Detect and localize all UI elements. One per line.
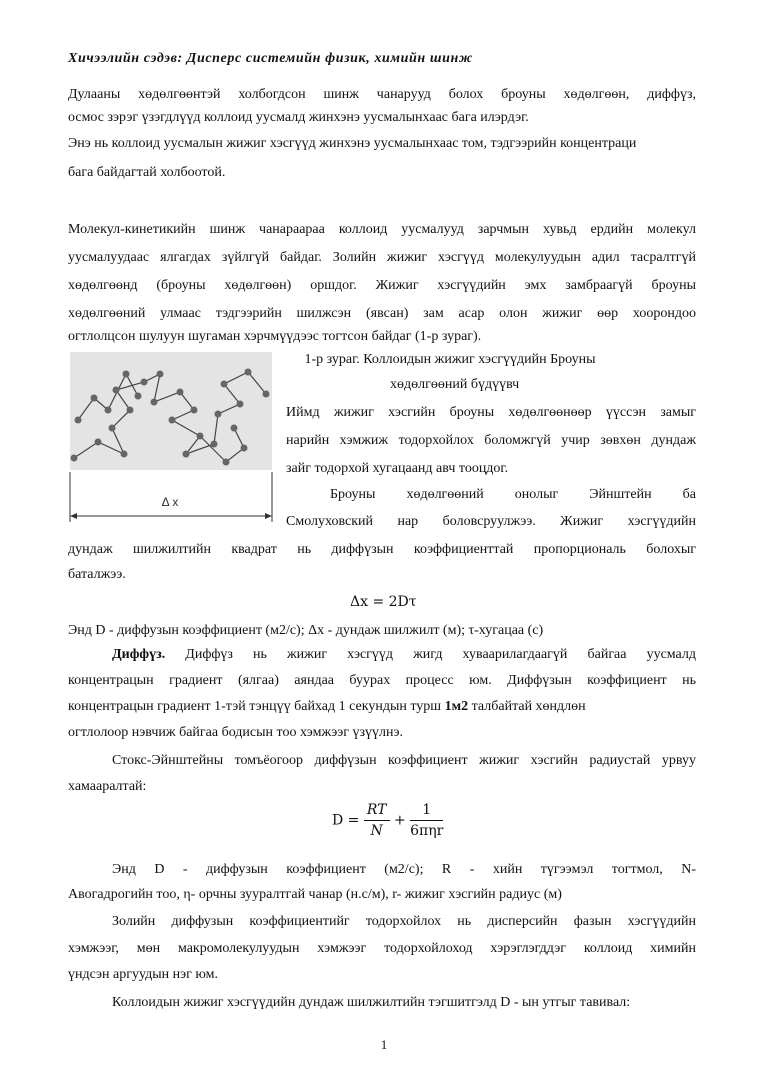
diffusion-line-3a: концентрацын градиент 1-тэй тэнцүү байхад 1 секундын турш bbox=[68, 699, 442, 714]
lesson-title: Хичээлийн сэдэв: Дисперс системийн физик, химийн шинж bbox=[68, 51, 473, 66]
right-text-line-5: Смолуховский нар боловсруулжээ. Жижиг хэсгүүдийн bbox=[286, 514, 696, 529]
page-number: 1 bbox=[380, 1037, 388, 1052]
figure-background bbox=[70, 352, 272, 470]
right-text-line-3: зайг тодорхой хугацаанд авч тооцдог. bbox=[286, 461, 509, 476]
paragraph-2-line-4: хөдөлгөөний улмаас тэдгээрийн шилжсэн (явсан) зам асар олон жижиг өөр хоорондоо bbox=[68, 306, 696, 321]
paragraph-1-line-1: Дулааны хөдөлгөөнтэй холбогдсон шинж чанарууд болох броуны хөдөлгөөн, диффүз, bbox=[68, 87, 696, 102]
fraction-one-over-radius bbox=[410, 800, 443, 841]
fraction-rt-numerator: RT bbox=[364, 800, 390, 821]
paragraph-2-line-1: Молекул-кинетикийн шинж чанараараа коллоид уусмалууд зарчмын хувьд ердийн молекул bbox=[68, 222, 696, 237]
paragraph-3-line-2: баталжээ. bbox=[68, 567, 126, 582]
where-2-line-1: Энд D - диффузын коэффициент (м2/с); R - хийн түгээмэл тогтмол, N- bbox=[112, 862, 696, 877]
right-text-line-1: Иймд жижиг хэсгийн броуны хөдөлгөөнөөр үүссэн замыг bbox=[286, 405, 696, 420]
diffusion-line-1 bbox=[68, 640, 696, 669]
fraction-one-denominator: 6πηr bbox=[410, 823, 444, 839]
figure-caption-line-1: 1-р зураг. Коллоидын жижиг хэсгүүдийн Броуны bbox=[304, 352, 596, 367]
formula-stokes-einstein bbox=[332, 800, 443, 841]
figure-caption-line-2: хөдөлгөөний бүдүүвч bbox=[390, 377, 520, 392]
diffusion-term: Диффүз. bbox=[112, 647, 166, 662]
where-line-1: Энд D - диффузын коэффициент (м2/с); Δx - дундаж шилжилт (м); τ-хугацаа (с) bbox=[68, 623, 544, 638]
brownian-motion-figure bbox=[68, 350, 274, 530]
unit-area: 1м2 bbox=[444, 699, 469, 714]
paragraph-3-line-1: дундаж шилжилтийн квадрат нь диффүзын коэффициенттай пропорциональ болохыг bbox=[68, 542, 696, 557]
stokes-line-2: хамааралтай: bbox=[68, 779, 147, 794]
paragraph-2-line-3: хөдөлгөөнд (броуны хөдөлгөөн) оршдог. Жижиг хэсгүүдийн эмх замбраагүй броуны bbox=[68, 278, 696, 293]
stokes-line-1: Стокс-Эйнштейны томъёогоор диффүзын коэффициент жижиг хэсгийн радиустай урвуу bbox=[112, 753, 696, 768]
paragraph-1-line-2: осмос зэрэг үзэгдлүүд коллоид уусмалд жинхэнэ уусмалынхаас бага илэрдэг. bbox=[68, 110, 529, 125]
diffusion-line-2: концентрацын градиент (ялгаа) аяндаа буурах процесс юм. Диффүзын коэффициент нь bbox=[68, 673, 696, 688]
diffusion-line-1-text: Диффүз нь жижиг хэсгүүд жигд хуваарилагдаагүй байгаа уусмалд bbox=[185, 647, 696, 662]
arrow-head-left-icon bbox=[70, 513, 77, 519]
paragraph-2-line-5: огтлолцсон шулуун шугаман хэрчмүүдээс тогтсон байдаг (1-р зураг). bbox=[68, 329, 482, 344]
paragraph-5-line-2: хэмжээг, мөн макромолекулуудын хэмжээг тодорхойлоход хэрэглэгддэг коллоид химийн bbox=[68, 941, 696, 956]
paragraph-6: Коллоидын жижиг хэсгүүдийн дундаж шилжилтийн тэгшитгэлд D - ын утгыг тавивал: bbox=[112, 995, 631, 1010]
figure-axis-label: Δ x bbox=[161, 495, 179, 509]
paragraph-1-line-4: бага байдагтай холбоотой. bbox=[68, 165, 226, 180]
fraction-one-numerator: 1 bbox=[410, 800, 443, 821]
where-2-line-2: Авогадрогийн тоо, η- орчны зууралтгай чанар (н.с/м), r- жижиг хэсгийн радиус (м) bbox=[68, 887, 562, 902]
right-text-line-4: Броуны хөдөлгөөний онолыг Эйнштейн ба bbox=[330, 487, 696, 502]
paragraph-5-line-1: Золийн диффузын коэффициентийг тодорхойлох нь дисперсийн фазын хэсгүүдийн bbox=[112, 914, 696, 929]
formula-displacement: Δx = 2Dτ bbox=[350, 594, 417, 610]
diffusion-line-3 bbox=[68, 692, 696, 721]
right-text-line-2: нарийн хэмжиж тодорхойлох боломжгүй учир зөвхөн дундаж bbox=[286, 433, 696, 448]
fraction-rt-n bbox=[364, 800, 390, 841]
paragraph-5-line-3: үндсэн аргуудын нэг юм. bbox=[68, 967, 218, 982]
arrow-head-right-icon bbox=[265, 513, 272, 519]
formula-lhs: D = bbox=[332, 812, 360, 829]
diffusion-line-4: огтлолоор нэвчиж байгаа бодисын тоо хэмжээг үзүүлнэ. bbox=[68, 725, 403, 740]
formula-plus: + bbox=[393, 812, 406, 829]
paragraph-1-line-3: Энэ нь коллоид уусмалын жижиг хэсгүүд жинхэнэ уусмалынхаас том, тэдгээрийн концентраци bbox=[68, 136, 637, 151]
fraction-rt-denominator: N bbox=[370, 823, 383, 839]
paragraph-2-line-2: уусмалуудаас ялгагдах зүйлгүй байдаг. Золийн жижиг хэсгүүд молекулуудын адил тасралтгүй bbox=[68, 250, 696, 265]
diffusion-line-3c: талбайтай хөндлөн bbox=[471, 699, 586, 714]
